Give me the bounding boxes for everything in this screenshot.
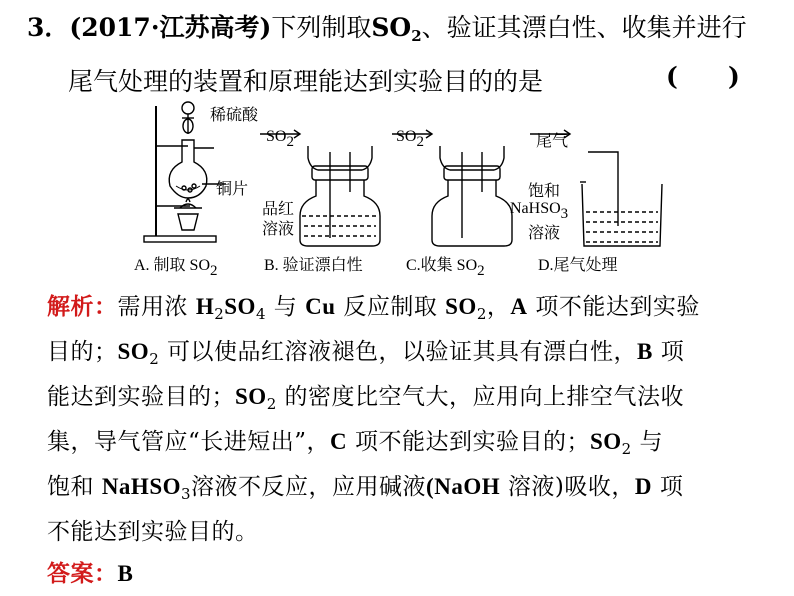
label-so2-b: $SO_2$ xyxy=(266,128,294,150)
explanation-line-3: 能达到实验目的；$SO_2$ 的密度比空气大，应用向上排空气法收 xyxy=(47,384,685,413)
label-so2-c: $SO_2$ xyxy=(396,128,424,150)
label-solution-d: 溶液 xyxy=(528,225,561,242)
label-tail-gas: 尾气 xyxy=(536,133,569,150)
label-pinhong: 品红 xyxy=(262,201,295,218)
label-nahso3: NaHSO$_3$ xyxy=(510,200,569,222)
question-line-1: 3．(2017·江苏高考)下列制取$SO_2$、验证其漂白性、收集并进行 xyxy=(27,13,747,45)
explanation-line-4: 集，导气管应“长进短出”，C 项不能达到实验目的；$SO_2$ 与 xyxy=(47,429,664,458)
label-dilute-sulfuric-acid: 稀硫酸 xyxy=(210,107,259,124)
caption-c: C.收集 $SO_2$ xyxy=(406,257,485,279)
explanation-line-5: 饱和 NaHSO$_3$溶液不反应，应用碱液(NaOH 溶液)吸收，D 项 xyxy=(47,474,684,503)
answer-value: B xyxy=(117,561,134,586)
label-saturated: 饱和 xyxy=(528,183,561,200)
explanation-line-2: 目的；$SO_2$ 可以使品红溶液褪色，以验证其具有漂白性，B 项 xyxy=(47,339,685,368)
answer-line xyxy=(47,555,133,588)
caption-b: B. 验证漂白性 xyxy=(264,257,363,274)
answer-paren-open: ( xyxy=(666,62,678,91)
answer-label: 答案： xyxy=(47,560,118,587)
label-solution-b: 溶液 xyxy=(262,221,295,238)
question-line-2: 尾气处理的装置和原理能达到实验目的的是 xyxy=(68,67,544,96)
question-number: 3． xyxy=(27,13,70,42)
explanation-label: 解析： xyxy=(47,293,118,320)
caption-d: D.尾气处理 xyxy=(538,257,618,274)
explanation-line-6: 不能达到实验目的。 xyxy=(47,519,259,545)
question-source: (2017·江苏高考) xyxy=(69,13,272,42)
caption-a: A. 制取 $SO_2$ xyxy=(134,257,218,279)
label-copper: 铜片 xyxy=(216,181,249,198)
apparatus-figure xyxy=(130,96,690,278)
answer-paren-close: ) xyxy=(728,62,740,91)
explanation-line-1: 解析：需用浓 $H_2SO_4$ 与 Cu 反应制取 $SO_2$，A 项不能达到实验 xyxy=(47,293,700,323)
